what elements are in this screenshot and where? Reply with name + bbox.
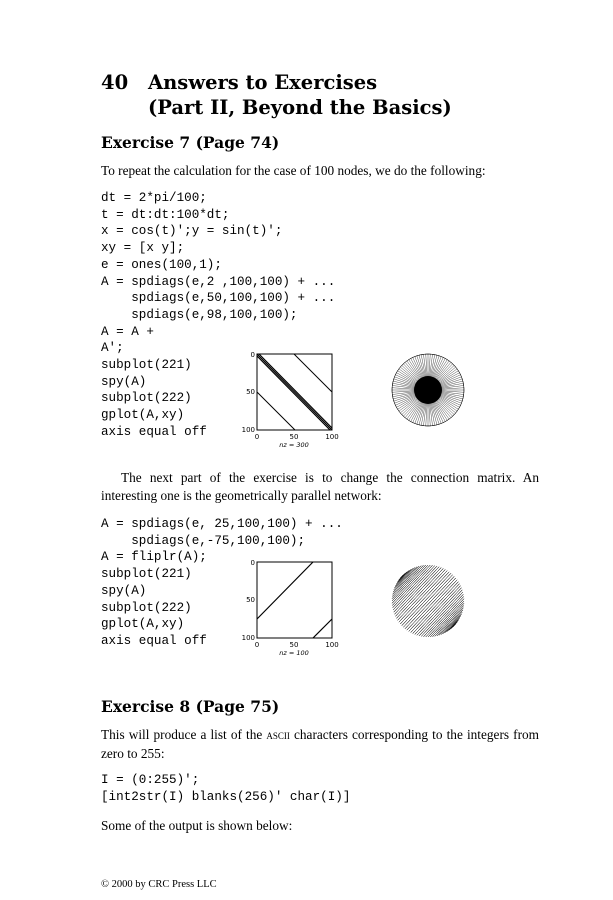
spy-diagonal-main-a (257, 354, 332, 430)
spy-1-ytick: 50 (246, 388, 255, 396)
gplot-edge (417, 588, 462, 635)
spy-diagonal-upper (294, 354, 332, 392)
code-line: I = (0:255)'; (101, 773, 200, 787)
spy-1-xtick: 0 (254, 433, 260, 441)
code-line: A = spdiags(e,2 ,100,100) + ... (101, 274, 336, 289)
gplot-edge (394, 568, 415, 590)
exercise-8-intro (101, 726, 539, 762)
spy-2-ytick: 0 (250, 559, 255, 567)
gplot-edge (449, 620, 458, 630)
spy-1-ytick: 100 (241, 426, 255, 434)
gplot-edge (392, 566, 421, 597)
copyright-footer: © 2000 by CRC Press LLC (101, 879, 217, 890)
code-line: t = dt:dt:100*dt; (101, 207, 230, 222)
code-line: spdiags(e,50,100,100) + ... (101, 291, 336, 306)
gplot-edge (441, 612, 462, 634)
code-line: A'; (101, 341, 124, 356)
gplot-1 (390, 352, 466, 428)
chapter-number: 40 (101, 71, 129, 94)
code-line: e = ones(100,1); (101, 257, 222, 272)
spy-2-xtick: 100 (325, 641, 339, 649)
exercise-8-code-block (101, 772, 350, 805)
gplot-edge (395, 568, 441, 617)
exercise-7-intro: To repeat the calculation for the case of 100 nodes, we do the following: (101, 163, 486, 178)
spy-1-xtick: 50 (289, 433, 299, 441)
code-line: axis equal off (101, 633, 207, 648)
gplot-edge (398, 572, 407, 582)
spy-2-ytick: 50 (246, 596, 255, 604)
gplot-edge (392, 565, 423, 598)
exercise-7-middle-paragraph: The next part of the exercise is to change the connection matrix. An interesting one is the geometrically parallel network: (101, 470, 539, 503)
code-line: subplot(221) (101, 567, 192, 582)
spy-antidiagonal-short (313, 619, 332, 638)
gplot-edge (393, 566, 435, 610)
chapter-title-line-2: (Part II, Beyond the Basics) (148, 96, 452, 119)
code-line: dt = 2*pi/100; (101, 191, 207, 205)
spy-1-ytick: 0 (250, 351, 255, 359)
spy-2-nz-label: nz = 100 (279, 649, 309, 657)
gplot-edge (393, 566, 419, 594)
gplot-2 (390, 563, 466, 639)
gplot-edge (437, 608, 463, 636)
chapter-title-line-1: Answers to Exercises (148, 71, 378, 94)
code-line: subplot(222) (101, 600, 192, 615)
code-line: axis equal off (101, 424, 207, 439)
gplot-edge (395, 568, 413, 587)
spy-diagonal-main-c (257, 356, 330, 430)
gplot-edge (421, 592, 463, 636)
spy-plot-2-frame (257, 562, 332, 638)
spy-2-xtick: 0 (254, 641, 260, 649)
gplot-edge (395, 567, 440, 614)
exercise-8-intro-text-a: This will produce a list of the (101, 727, 267, 742)
gplot-1-dense-core (414, 376, 442, 404)
spy-antidiagonal-long (257, 562, 313, 619)
code-line: A = A + (101, 324, 154, 339)
spy-1-nz-label: nz = 300 (279, 441, 309, 449)
spy-diagonal-lower (257, 392, 295, 430)
code-line: spdiags(e,98,100,100); (101, 307, 298, 322)
code-line: A = fliplr(A); (101, 550, 207, 565)
exercise-8-heading: Exercise 8 (Page 75) (101, 697, 280, 716)
spy-2-ytick: 100 (241, 634, 255, 642)
spy-plot-2 (236, 556, 348, 660)
gplot-edge (435, 606, 464, 637)
code-line: gplot(A,xy) (101, 408, 185, 423)
exercise-8-intro-text-b: characters corresponding to the integers from zero to 255: (101, 727, 539, 761)
code-line: xy = [x y]; (101, 241, 185, 256)
gplot-edge (407, 578, 456, 630)
exercise-8-intro-ascii: ascii (266, 728, 290, 742)
code-line: [int2str(I) blanks(256)' char(I)] (101, 789, 351, 804)
gplot-edge (415, 586, 461, 635)
gplot-2-edges (392, 565, 464, 637)
spy-1-xtick: 100 (325, 433, 339, 441)
spy-diagonal-main-b (259, 354, 332, 428)
spy-2-xtick: 50 (289, 641, 299, 649)
code-line: subplot(222) (101, 391, 192, 406)
code-line: gplot(A,xy) (101, 617, 185, 632)
exercise-8-outro: Some of the output is shown below: (101, 818, 293, 833)
gplot-edge (403, 575, 452, 627)
code-line: x = cos(t)';y = sin(t)'; (101, 224, 283, 239)
code-line: A = spdiags(e, 25,100,100) + ... (101, 517, 343, 531)
spy-plot-1 (236, 348, 348, 452)
code-line: spy(A) (101, 583, 147, 598)
gplot-edge (433, 603, 464, 636)
exercise-7-heading: Exercise 7 (Page 74) (101, 133, 280, 152)
gplot-edge (443, 614, 461, 633)
code-line: spdiags(e,-75,100,100); (101, 533, 306, 548)
code-line: subplot(221) (101, 358, 192, 373)
gplot-edge (400, 572, 449, 624)
code-line: spy(A) (101, 374, 147, 389)
